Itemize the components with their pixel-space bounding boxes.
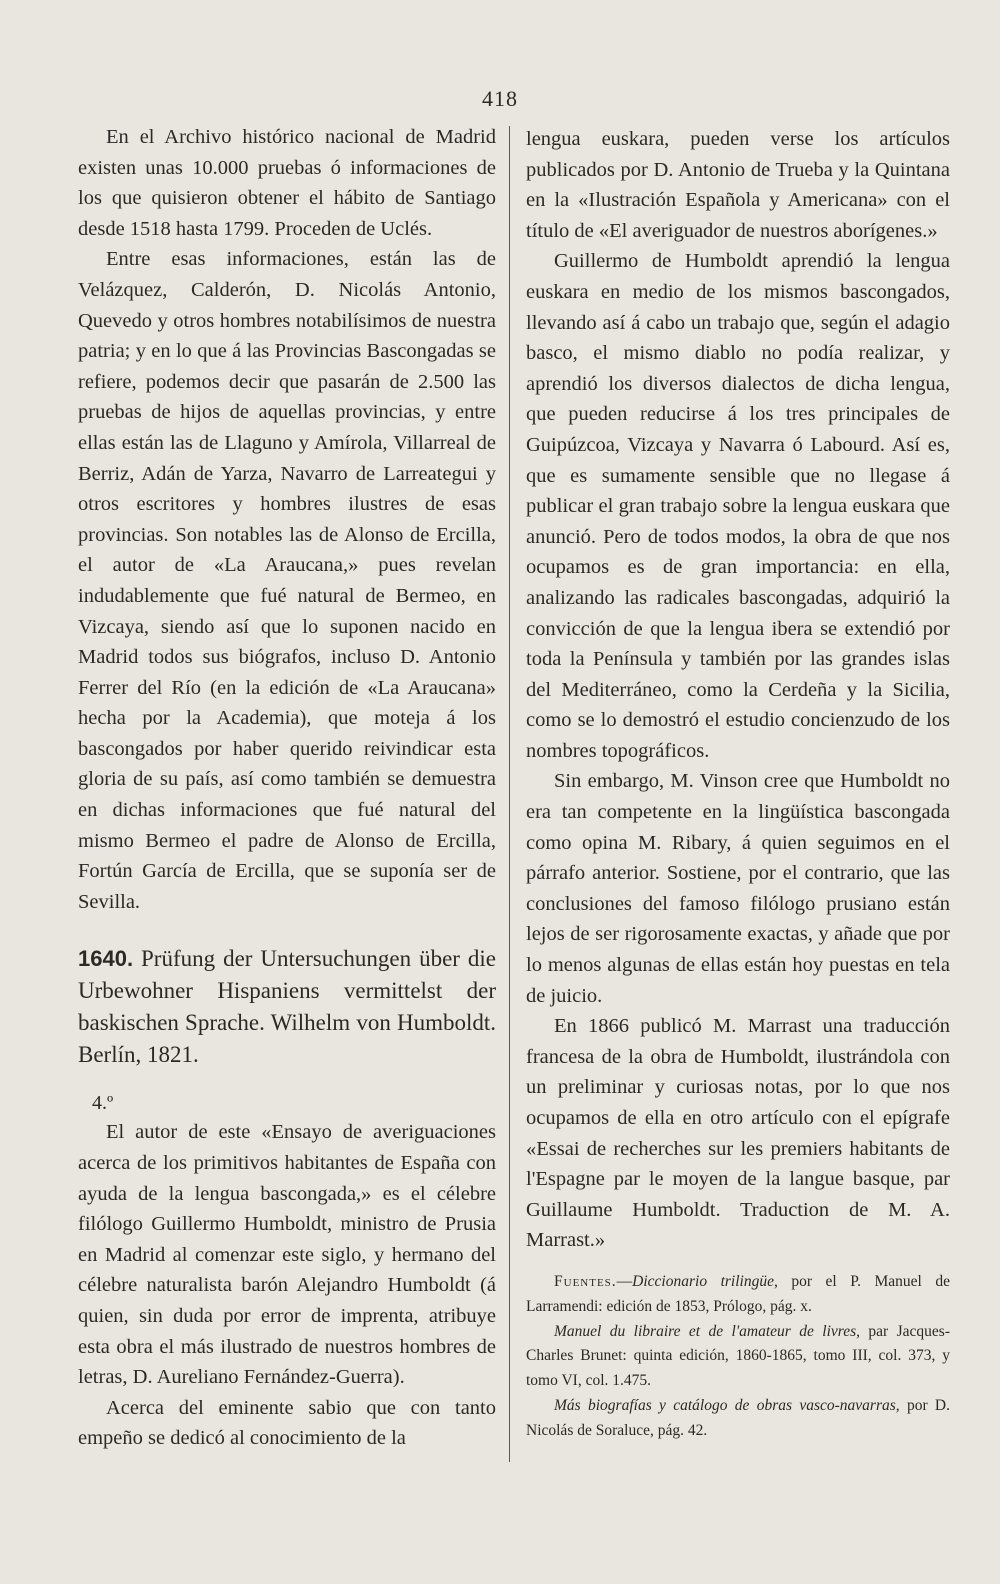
entry-number: 1640. [78,946,134,972]
paragraph: Sin embargo, M. Vinson cree que Humboldt no era tan competente en la lingüística bascongada como opina M. Ribary, á quien seguimos en el párrafo anterior. Sostiene, por el contrario, que las conclusiones del famoso filólogo prusiano están lejos de ser rigorosamente exactas, y añade que por lo menos algunas de ellas están hoy puestas en tela de juicio. [526,770,950,1007]
paragraph: lengua euskara, pueden verse los artículos publicados por D. Antonio de Trueba y la Quintana en la «Ilustración Española y Americana» con el título de «El averiguador de nuestros aborígenes.» [526,128,950,242]
entry-heading [78,943,496,1071]
source-entry [526,1320,950,1394]
entry-format: 4.º [92,1092,114,1115]
paragraph: En 1866 publicó M. Marrast una traducción francesa de la obra de Humboldt, ilustrándola con un preliminar y curiosas notas, por lo que nos ocupamos de ella en otro artículo con el epígrafe «Essai de recherches sur les premiers habitants de l'Espagne par le moyen de la langue basque, par Guillaume Humboldt. Traduction de M. A. Marrast.» [526,1015,950,1252]
sources-dash: — [616,1272,633,1290]
paragraph: Entre esas informaciones, están las de Velázquez, Calderón, D. Nicolás Antonio, Quevedo y otros hombres notabilísimos de nuestra patria; y en lo que á las Provincias Bascongadas se refiere, podemos decir que pasarán de 2.500 las pruebas de hijos de aquellas provincias, y entre ellas están las de Llaguno y Amírola, Villarreal de Berriz, Adán de Yarza, Navarro de Larreategui y otros escritores y hombres ilustres de esas provincias. Son notables las de Alonso de Ercilla, el autor de «La Araucana,» pues revelan indudablemente que fué natural de Bermeo, en Vizcaya, siendo así que lo suponen nacido en Madrid todos sus biógrafos, incluso D. Antonio Ferrer del Río (en la edición de «La Araucana» hecha por la Academia), que moteja á los bascongados por haber querido reivindicar esta gloria de su país, así como también se demuestra en dichas informaciones que fué natural del mismo Bermeo el padre de Alonso de Ercilla, Fortún García de Ercilla, que se suponía ser de Sevilla. [78,248,496,913]
source-title: Más biografías y catálogo de obras vasco-navarras, [554,1396,900,1414]
right-column [526,124,950,1444]
paragraph: El autor de este «Ensayo de averiguaciones acerca de los primitivos habitantes de España con ayuda de la lengua bascongada,» es el célebre filólogo Guillermo Humboldt, ministro de Prusia en Madrid al comenzar este siglo, y hermano del célebre naturalista barón Alejandro Humboldt (á quien, sin duda por error de imprenta, atribuye esta obra el más ilustrado de nuestros hombres de letras, D. Aureliano Fernández-Guerra). [78,1121,496,1389]
paragraph: Guillermo de Humboldt aprendió la lengua euskara en medio de los mismos bascongados, llevando así á cabo un trabajo que, según el adagio basco, el mismo diablo no podía realizar, y aprendió los diversos dialectos de dicha lengua, que pueden reducirse á los tres principales de Guipúzcoa, Vizcaya y Navarra ó Labourd. Así es, que es sumamente sensible que no llegase á publicar el gran trabajo sobre la lengua euskara que anunció. Pero de todos modos, la obra de que nos ocupamos es de gran importancia: en ella, analizando las radicales bascongadas, adquirió la convicción de que la lengua ibera se extendió por toda la Península y también por las grandes islas del Mediterráneo, como la Cerdeña y la Sicilia, como se lo demostró el estudio concienzudo de los nombres topográficos. [526,250,950,762]
page-number: 418 [482,86,518,111]
paragraph: Acerca del eminente sabio que con tanto empeño se dedicó al conocimiento de la [78,1396,496,1450]
entry-title: Prüfung der Untersuchungen über die Urbewohner Hispaniens vermittelst der baskischen Sprache. Wilhelm von Humboldt. Berlín, 1821. [78,946,496,1068]
source-detail: por D. Nicolás de Soraluce, pág. 42. [526,1396,951,1439]
source-entry [526,1394,950,1444]
paragraph: En el Archivo histórico nacional de Madrid existen unas 10.000 pruebas ó informaciones de los que quisieron obtener el hábito de Santiago desde 1518 hasta 1799. Proceden de Uclés. [78,126,496,240]
sources-block [526,1270,950,1444]
left-column [78,122,496,1454]
source-detail: por el P. Manuel de Larramendi: edición de 1853, Prólogo, pág. x. [526,1272,951,1315]
source-entry [526,1270,950,1320]
column-divider [509,126,510,1462]
sources-label: Fuentes. [554,1272,617,1290]
source-detail: par Jacques-Charles Brunet: quinta edición, 1860-1865, tomo III, col. 373, y tomo VI, col. 1.475. [526,1322,951,1390]
source-title: Manuel du libraire et de l'amateur de livres, [554,1322,861,1340]
source-title: Diccionario trilingüe, [632,1272,778,1290]
